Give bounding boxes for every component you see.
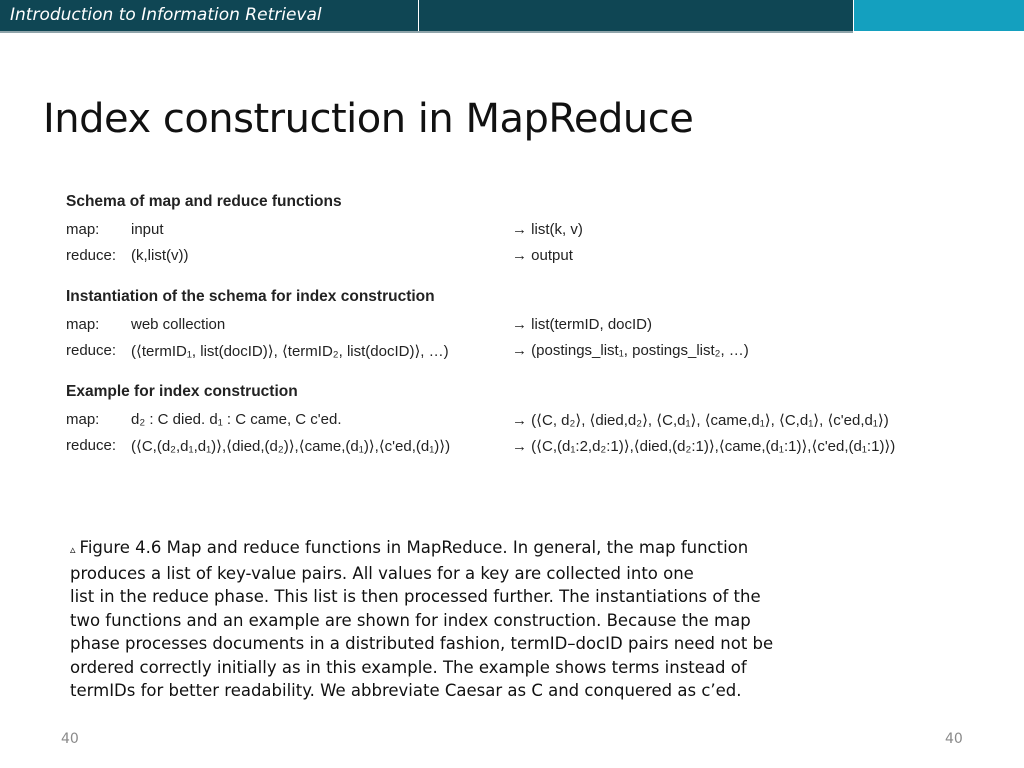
slide-title: Index construction in MapReduce: [43, 96, 694, 142]
row-input: web collection: [131, 316, 226, 333]
row-output: → list(termID, docID): [512, 316, 653, 333]
section-heading: Example for index construction: [66, 383, 298, 400]
row-label: map:: [66, 411, 100, 428]
row-label: map:: [66, 221, 100, 238]
figure-row: [66, 316, 956, 342]
figure-section-example: [66, 383, 956, 463]
row-output: → list(k, v): [512, 221, 583, 238]
header-bar-middle: [419, 0, 853, 31]
header-underline: [0, 31, 853, 33]
row-output: → (⟨C,(d₁:2,d₂:1)⟩,⟨died,(d₂:1)⟩,⟨came,(d₁:1)⟩,⟨c'ed,(d₁:1)⟩): [512, 438, 896, 455]
caption-line: phase processes documents in a distributed fashion, termID–docID pairs need not be: [70, 634, 774, 653]
mapreduce-figure: [66, 193, 956, 478]
caption-line: termIDs for better readability. We abbreviate Caesar as C and conquered as c’ed.: [70, 681, 742, 700]
figure-row: [66, 221, 956, 247]
header-bar-accent: [854, 0, 1024, 31]
figure-caption: [70, 536, 910, 703]
figure-row: [66, 342, 956, 368]
page-number-right: 40: [945, 731, 963, 747]
section-heading: Schema of map and reduce functions: [66, 193, 342, 210]
page-number-left: 40: [61, 731, 79, 747]
figure-row: [66, 411, 956, 437]
row-output: → (postings_list₁, postings_list₂, …): [512, 342, 749, 359]
caption-line: list in the reduce phase. This list is then processed further. The instantiations of the: [70, 587, 761, 606]
figure-section-schema: [66, 193, 956, 273]
row-input: input: [131, 221, 164, 238]
row-input: d₂ : C died. d₁ : C came, C c'ed.: [131, 411, 342, 428]
row-label: map:: [66, 316, 100, 333]
course-title: Introduction to Information Retrieval: [10, 5, 322, 25]
header-bar: [0, 0, 1024, 33]
row-output: → output: [512, 247, 573, 264]
caption-line: produces a list of key-value pairs. All values for a key are collected into one: [70, 563, 694, 583]
row-output: → (⟨C, d₂⟩, ⟨died,d₂⟩, ⟨C,d₁⟩, ⟨came,d₁⟩, ⟨C,d₁⟩, ⟨c'ed,d₁⟩): [512, 412, 889, 429]
triangle-bullet-icon: ▵: [70, 543, 76, 556]
row-input: (⟨termID₁, list(docID)⟩, ⟨termID₂, list(docID)⟩, …): [131, 343, 449, 360]
figure-row: [66, 247, 956, 273]
caption-line: ordered correctly initially as in this example. The example shows terms instead of: [70, 657, 747, 677]
section-heading: Instantiation of the schema for index construction: [66, 288, 435, 305]
row-input: (⟨C,(d₂,d₁,d₁)⟩,⟨died,(d₂)⟩,⟨came,(d₁)⟩,⟨c'ed,(d₁)⟩): [131, 438, 451, 455]
row-label: reduce:: [66, 247, 117, 264]
caption-line: ▵ Figure 4.6 Map and reduce functions in MapReduce. In general, the map function: [70, 538, 749, 557]
caption-line: two functions and an example are shown for index construction. Because the map: [70, 610, 751, 630]
figure-section-instantiation: [66, 288, 956, 368]
figure-row: [66, 437, 956, 463]
row-label: reduce:: [66, 342, 117, 359]
row-label: reduce:: [66, 437, 117, 454]
row-input: (k,list(v)): [131, 247, 189, 264]
